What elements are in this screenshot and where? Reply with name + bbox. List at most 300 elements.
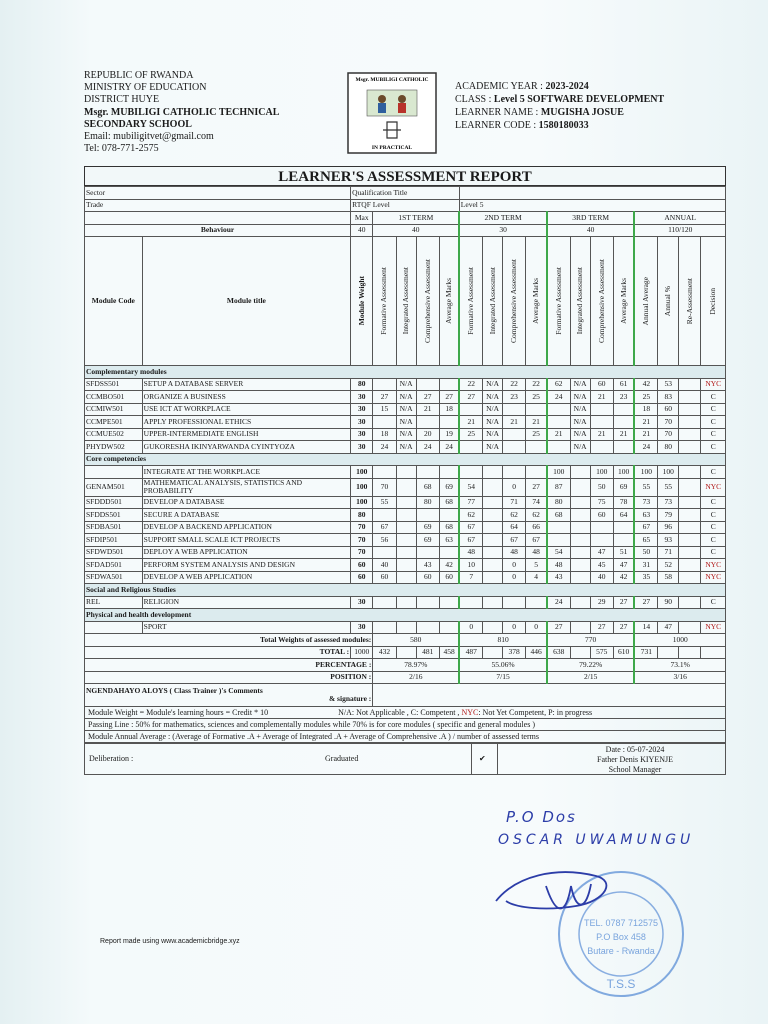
- mark-cell: [679, 559, 701, 572]
- module-code: SFDSS501: [85, 378, 143, 391]
- term1-behaviour: 40: [373, 224, 459, 237]
- mark-cell: 0: [503, 621, 526, 634]
- mark-cell: [396, 478, 416, 496]
- table-row: [85, 378, 726, 391]
- module-weight: 100: [351, 496, 373, 509]
- mark-cell: [679, 391, 701, 404]
- mark-cell: [613, 416, 634, 429]
- total-cell: 378: [503, 646, 526, 659]
- mark-cell: [613, 441, 634, 454]
- mark-cell: 60: [590, 509, 613, 522]
- average-header: Average Marks: [526, 237, 547, 366]
- table-row: [85, 441, 726, 454]
- mark-cell: 83: [658, 391, 679, 404]
- term2-header: 2ND TERM: [459, 212, 547, 225]
- formative-header: Formative Assessment: [547, 237, 570, 366]
- mark-cell: [439, 466, 459, 479]
- mark-cell: 100: [590, 466, 613, 479]
- decision-cell: NYC: [701, 478, 726, 496]
- mark-cell: N/A: [570, 391, 590, 404]
- mark-cell: [590, 403, 613, 416]
- module-code: SFDBA501: [85, 521, 143, 534]
- position-value: 7/15: [459, 671, 547, 684]
- module-weight: 30: [351, 428, 373, 441]
- mark-cell: [396, 571, 416, 584]
- mark-cell: 27: [526, 478, 547, 496]
- mark-cell: 67: [459, 521, 482, 534]
- svg-text:Butare - Rwanda: Butare - Rwanda: [587, 946, 655, 956]
- mark-cell: [483, 478, 503, 496]
- logo-text: Msgr. MUBILIGI CATHOLIC: [355, 77, 429, 83]
- mark-cell: [396, 466, 416, 479]
- module-weight: 30: [351, 596, 373, 609]
- comments-line-2: & signature :: [328, 694, 372, 703]
- mark-cell: [439, 416, 459, 429]
- decision-cell: C: [701, 441, 726, 454]
- mark-cell: [679, 441, 701, 454]
- decision-header: Decision: [701, 237, 726, 366]
- mark-cell: 22: [503, 378, 526, 391]
- assessment-table: [84, 186, 726, 707]
- mark-cell: [570, 466, 590, 479]
- mark-cell: [373, 416, 396, 429]
- percentage-value: 73.1%: [634, 659, 725, 672]
- module-weight: 80: [351, 509, 373, 522]
- table-row: [85, 621, 726, 634]
- term1-weight: 580: [373, 634, 459, 647]
- mark-cell: [416, 596, 439, 609]
- mark-cell: 80: [658, 441, 679, 454]
- mark-cell: [459, 596, 482, 609]
- mark-cell: 25: [459, 428, 482, 441]
- module-weight: 30: [351, 441, 373, 454]
- academic-year-label: ACADEMIC YEAR :: [455, 81, 546, 92]
- mark-cell: 24: [416, 441, 439, 454]
- module-title: PERFORM SYSTEM ANALYSIS AND DESIGN: [142, 559, 350, 572]
- mark-cell: [679, 509, 701, 522]
- behaviour-max: 40: [351, 224, 373, 237]
- mark-cell: 61: [613, 378, 634, 391]
- mark-cell: [459, 441, 482, 454]
- mark-cell: 69: [613, 478, 634, 496]
- module-weight: 70: [351, 521, 373, 534]
- table-row: [85, 391, 726, 404]
- mark-cell: 47: [658, 621, 679, 634]
- mark-cell: N/A: [483, 403, 503, 416]
- module-title: INTEGRATE AT THE WORKPLACE: [142, 466, 350, 479]
- module-code: [85, 621, 143, 634]
- module-weight: 70: [351, 534, 373, 547]
- table-row: [85, 403, 726, 416]
- max-header: Max: [351, 212, 373, 225]
- table-row: [85, 559, 726, 572]
- mark-cell: 100: [613, 466, 634, 479]
- total-cell: 481: [416, 646, 439, 659]
- mark-cell: 0: [526, 621, 547, 634]
- learner-name-label: LEARNER NAME :: [455, 107, 541, 118]
- logo-motto: IN PRACTICAL: [371, 145, 413, 151]
- integrated-header: Integrated Assessment: [483, 237, 503, 366]
- rtqf-value: Level 5: [459, 199, 725, 212]
- mark-cell: 21: [547, 428, 570, 441]
- comments-line-1: NGENDAHAYO ALOYS ( Class Trainer )'s Comments: [86, 685, 263, 695]
- mark-cell: [416, 621, 439, 634]
- mark-cell: 0: [503, 559, 526, 572]
- mark-cell: [679, 621, 701, 634]
- section-title: Physical and health development: [85, 609, 726, 622]
- mark-cell: 18: [439, 403, 459, 416]
- mark-cell: 21: [526, 416, 547, 429]
- mark-cell: 27: [613, 596, 634, 609]
- module-code-header: Module Code: [85, 237, 143, 366]
- mark-cell: 27: [613, 621, 634, 634]
- total-max: 1000: [351, 646, 373, 659]
- decision-cell: C: [701, 466, 726, 479]
- academic-year: 2023-2024: [545, 81, 589, 92]
- module-code: CCMBO501: [85, 391, 143, 404]
- deliberation-date: Date : 05-07-2024: [605, 745, 665, 754]
- mark-cell: 55: [658, 478, 679, 496]
- module-title: DEVELOP A BACKEND APPLICATION: [142, 521, 350, 534]
- mark-cell: [483, 521, 503, 534]
- mark-cell: 0: [503, 571, 526, 584]
- mark-cell: 75: [590, 496, 613, 509]
- mark-cell: 7: [459, 571, 482, 584]
- mark-cell: 65: [634, 534, 657, 547]
- mark-cell: 71: [503, 496, 526, 509]
- mark-cell: [483, 571, 503, 584]
- mark-cell: 23: [613, 391, 634, 404]
- mark-cell: [613, 521, 634, 534]
- mark-cell: 48: [547, 559, 570, 572]
- formative-header: Formative Assessment: [373, 237, 396, 366]
- module-code: [85, 466, 143, 479]
- mark-cell: [547, 403, 570, 416]
- mark-cell: [396, 521, 416, 534]
- mark-cell: [590, 441, 613, 454]
- module-title-header: Module title: [142, 237, 350, 366]
- school-logo: [347, 72, 437, 154]
- mark-cell: 27: [416, 391, 439, 404]
- decision-cell: C: [701, 509, 726, 522]
- mark-cell: N/A: [483, 441, 503, 454]
- header-line: REPUBLIC OF RWANDA: [84, 70, 194, 81]
- mark-cell: 100: [658, 466, 679, 479]
- learner-name: MUGISHA JOSUE: [540, 107, 624, 118]
- header-line: MINISTRY OF EDUCATION: [84, 82, 207, 94]
- module-code: SFDDD501: [85, 496, 143, 509]
- mark-cell: 67: [459, 534, 482, 547]
- mark-cell: [483, 621, 503, 634]
- mark-cell: N/A: [483, 378, 503, 391]
- mark-cell: N/A: [396, 428, 416, 441]
- behaviour-label: Behaviour: [85, 224, 351, 237]
- table-row: [85, 596, 726, 609]
- total-cell: 610: [613, 646, 634, 659]
- module-weight: 60: [351, 559, 373, 572]
- mark-cell: 24: [439, 441, 459, 454]
- mark-cell: 53: [658, 378, 679, 391]
- mark-cell: [590, 521, 613, 534]
- report-title: LEARNER'S ASSESSMENT REPORT: [84, 166, 726, 186]
- module-weight: 100: [351, 466, 373, 479]
- total-cell: [679, 646, 701, 659]
- mark-cell: [503, 403, 526, 416]
- mark-cell: [679, 521, 701, 534]
- note-passing: Passing Line : 50% for mathematics, sciences and complementally modules while 70% is for core modules ( specific and general modules ): [84, 719, 726, 731]
- mark-cell: 67: [373, 521, 396, 534]
- mark-cell: [613, 403, 634, 416]
- module-title: UPPER-INTERMEDIATE ENGLISH: [142, 428, 350, 441]
- section-row: [85, 366, 726, 379]
- total-cell: 446: [526, 646, 547, 659]
- section-title: Social and Religious Studies: [85, 584, 726, 597]
- mark-cell: [526, 441, 547, 454]
- mark-cell: 45: [590, 559, 613, 572]
- total-cell: [658, 646, 679, 659]
- mark-cell: 64: [613, 509, 634, 522]
- table-row: [85, 546, 726, 559]
- mark-cell: 100: [547, 466, 570, 479]
- mark-cell: 50: [634, 546, 657, 559]
- svg-text:TEL. 0787 712575: TEL. 0787 712575: [583, 918, 659, 928]
- module-title: APPLY PROFESSIONAL ETHICS: [142, 416, 350, 429]
- module-title: SPORT: [142, 621, 350, 634]
- mark-cell: 60: [416, 571, 439, 584]
- mark-cell: [570, 559, 590, 572]
- mark-cell: [503, 428, 526, 441]
- mark-cell: 67: [526, 534, 547, 547]
- manager-signature-block: [555, 745, 715, 775]
- mark-cell: 27: [590, 621, 613, 634]
- annual-header: ANNUAL: [634, 212, 725, 225]
- term2-weight: 810: [459, 634, 547, 647]
- comprehensive-header: Comprehensive Assessment: [590, 237, 613, 366]
- learner-info: [455, 80, 664, 132]
- mark-cell: [679, 378, 701, 391]
- mark-cell: [416, 416, 439, 429]
- position-label: POSITION :: [85, 671, 373, 684]
- mark-cell: N/A: [483, 416, 503, 429]
- mark-cell: [570, 571, 590, 584]
- check-icon: ✔: [479, 754, 486, 763]
- mark-cell: [570, 534, 590, 547]
- school-email: Email: mubiligitvet@gmail.com: [84, 131, 214, 143]
- comments-space: [373, 684, 726, 707]
- mark-cell: 68: [439, 496, 459, 509]
- mark-cell: 90: [658, 596, 679, 609]
- mark-cell: 60: [590, 378, 613, 391]
- mark-cell: [570, 478, 590, 496]
- mark-cell: N/A: [483, 428, 503, 441]
- mark-cell: 48: [526, 546, 547, 559]
- position-value: 2/16: [373, 671, 459, 684]
- module-title: DEVELOP A DATABASE: [142, 496, 350, 509]
- total-cell: 731: [634, 646, 657, 659]
- notes-block: [84, 707, 726, 743]
- table-row: [85, 509, 726, 522]
- mark-cell: 21: [416, 403, 439, 416]
- mark-cell: 60: [373, 571, 396, 584]
- mark-cell: [483, 546, 503, 559]
- mark-cell: 29: [590, 596, 613, 609]
- module-code: PHYDW502: [85, 441, 143, 454]
- term1-header: 1ST TERM: [373, 212, 459, 225]
- mark-cell: 68: [547, 509, 570, 522]
- note-annual-average: Module Annual Average : (Average of Formative .A + Average of Integrated .A + Average of Comprehensive .A ) / number of assessed terms: [84, 731, 726, 743]
- manager-title: School Manager: [608, 765, 662, 774]
- mark-cell: 62: [503, 509, 526, 522]
- mark-cell: [590, 534, 613, 547]
- mark-cell: 67: [634, 521, 657, 534]
- formative-header: Formative Assessment: [459, 237, 482, 366]
- module-code: GENAM501: [85, 478, 143, 496]
- mark-cell: [679, 466, 701, 479]
- total-row: [85, 646, 726, 659]
- total-cell: 487: [459, 646, 482, 659]
- mark-cell: 55: [634, 478, 657, 496]
- mark-cell: 19: [439, 428, 459, 441]
- mark-cell: [439, 596, 459, 609]
- mark-cell: 21: [590, 391, 613, 404]
- svg-text:T.S.S: T.S.S: [606, 977, 636, 991]
- deliberation-value: Graduated: [325, 754, 359, 763]
- mark-cell: 21: [503, 416, 526, 429]
- module-weight: 30: [351, 391, 373, 404]
- mark-cell: [570, 621, 590, 634]
- mark-cell: [373, 378, 396, 391]
- table-row: [85, 416, 726, 429]
- mark-cell: [396, 559, 416, 572]
- mark-cell: 63: [634, 509, 657, 522]
- decision-cell: C: [701, 403, 726, 416]
- reassessment-header: Re-Assessment: [679, 237, 701, 366]
- total-cell: [483, 646, 503, 659]
- mark-cell: [590, 416, 613, 429]
- mark-cell: 0: [503, 478, 526, 496]
- mark-cell: 73: [634, 496, 657, 509]
- mark-cell: N/A: [396, 416, 416, 429]
- position-value: 3/16: [634, 671, 725, 684]
- section-row: [85, 609, 726, 622]
- mark-cell: [503, 596, 526, 609]
- mark-cell: 40: [590, 571, 613, 584]
- mark-cell: [396, 621, 416, 634]
- mark-cell: 27: [373, 391, 396, 404]
- mark-cell: [679, 546, 701, 559]
- mark-cell: N/A: [396, 403, 416, 416]
- table-row: [85, 496, 726, 509]
- module-code: CCMPE501: [85, 416, 143, 429]
- percentage-row: [85, 659, 726, 672]
- module-weight-header: Module Weight: [351, 237, 373, 366]
- mark-cell: 87: [547, 478, 570, 496]
- mark-cell: 21: [634, 416, 657, 429]
- module-title: RELIGION: [142, 596, 350, 609]
- decision-cell: C: [701, 496, 726, 509]
- mark-cell: 70: [373, 478, 396, 496]
- qualification-value: [459, 187, 725, 200]
- mark-cell: 43: [416, 559, 439, 572]
- mark-cell: 22: [459, 378, 482, 391]
- mark-cell: [396, 546, 416, 559]
- table-row: [85, 571, 726, 584]
- mark-cell: 43: [547, 571, 570, 584]
- term3-header: 3RD TERM: [547, 212, 635, 225]
- mark-cell: [679, 596, 701, 609]
- mark-cell: 51: [613, 546, 634, 559]
- total-cell: 575: [590, 646, 613, 659]
- class-value: Level 5 SOFTWARE DEVELOPMENT: [493, 94, 665, 105]
- mark-cell: 24: [547, 391, 570, 404]
- mark-cell: [570, 546, 590, 559]
- term2-behaviour: 30: [459, 224, 547, 237]
- decision-cell: C: [701, 546, 726, 559]
- module-code: REL: [85, 596, 143, 609]
- mark-cell: [439, 509, 459, 522]
- decision-cell: C: [701, 428, 726, 441]
- mark-cell: [483, 534, 503, 547]
- mark-cell: [416, 378, 439, 391]
- mark-cell: 71: [658, 546, 679, 559]
- mark-cell: 42: [634, 378, 657, 391]
- mark-cell: [679, 571, 701, 584]
- mark-cell: 93: [658, 534, 679, 547]
- mark-cell: 25: [526, 428, 547, 441]
- mark-cell: 21: [613, 428, 634, 441]
- percentage-value: 55.06%: [459, 659, 547, 672]
- module-weight: 30: [351, 403, 373, 416]
- mark-cell: 60: [439, 571, 459, 584]
- module-weight: 30: [351, 416, 373, 429]
- mark-cell: [483, 509, 503, 522]
- module-title: SETUP A DATABASE SERVER: [142, 378, 350, 391]
- rtqf-label: RTQF Level: [351, 199, 460, 212]
- school-tel: Tel: 078-771-2575: [84, 143, 159, 155]
- mark-cell: 4: [526, 571, 547, 584]
- mark-cell: N/A: [396, 391, 416, 404]
- mark-cell: [483, 466, 503, 479]
- total-cell: 638: [547, 646, 570, 659]
- mark-cell: 14: [634, 621, 657, 634]
- mark-cell: 73: [658, 496, 679, 509]
- mark-cell: 100: [634, 466, 657, 479]
- percentage-value: 78.97%: [373, 659, 459, 672]
- mark-cell: 42: [613, 571, 634, 584]
- mark-cell: [547, 521, 570, 534]
- mark-cell: 62: [547, 378, 570, 391]
- manager-name: Father Denis KIYENJE: [597, 755, 673, 764]
- mark-cell: [526, 403, 547, 416]
- mark-cell: 66: [526, 521, 547, 534]
- term3-behaviour: 40: [547, 224, 635, 237]
- module-weight: 60: [351, 571, 373, 584]
- module-code: SFDAD501: [85, 559, 143, 572]
- total-cell: 458: [439, 646, 459, 659]
- mark-cell: N/A: [483, 391, 503, 404]
- mark-cell: 80: [416, 496, 439, 509]
- mark-cell: [526, 466, 547, 479]
- mark-cell: 62: [526, 509, 547, 522]
- section-title: Complementary modules: [85, 366, 726, 379]
- mark-cell: 50: [590, 478, 613, 496]
- mark-cell: 31: [634, 559, 657, 572]
- mark-cell: 55: [373, 496, 396, 509]
- svg-text:P.O Box 458: P.O Box 458: [596, 932, 646, 942]
- mark-cell: [459, 466, 482, 479]
- mark-cell: 70: [658, 416, 679, 429]
- decision-cell: C: [701, 596, 726, 609]
